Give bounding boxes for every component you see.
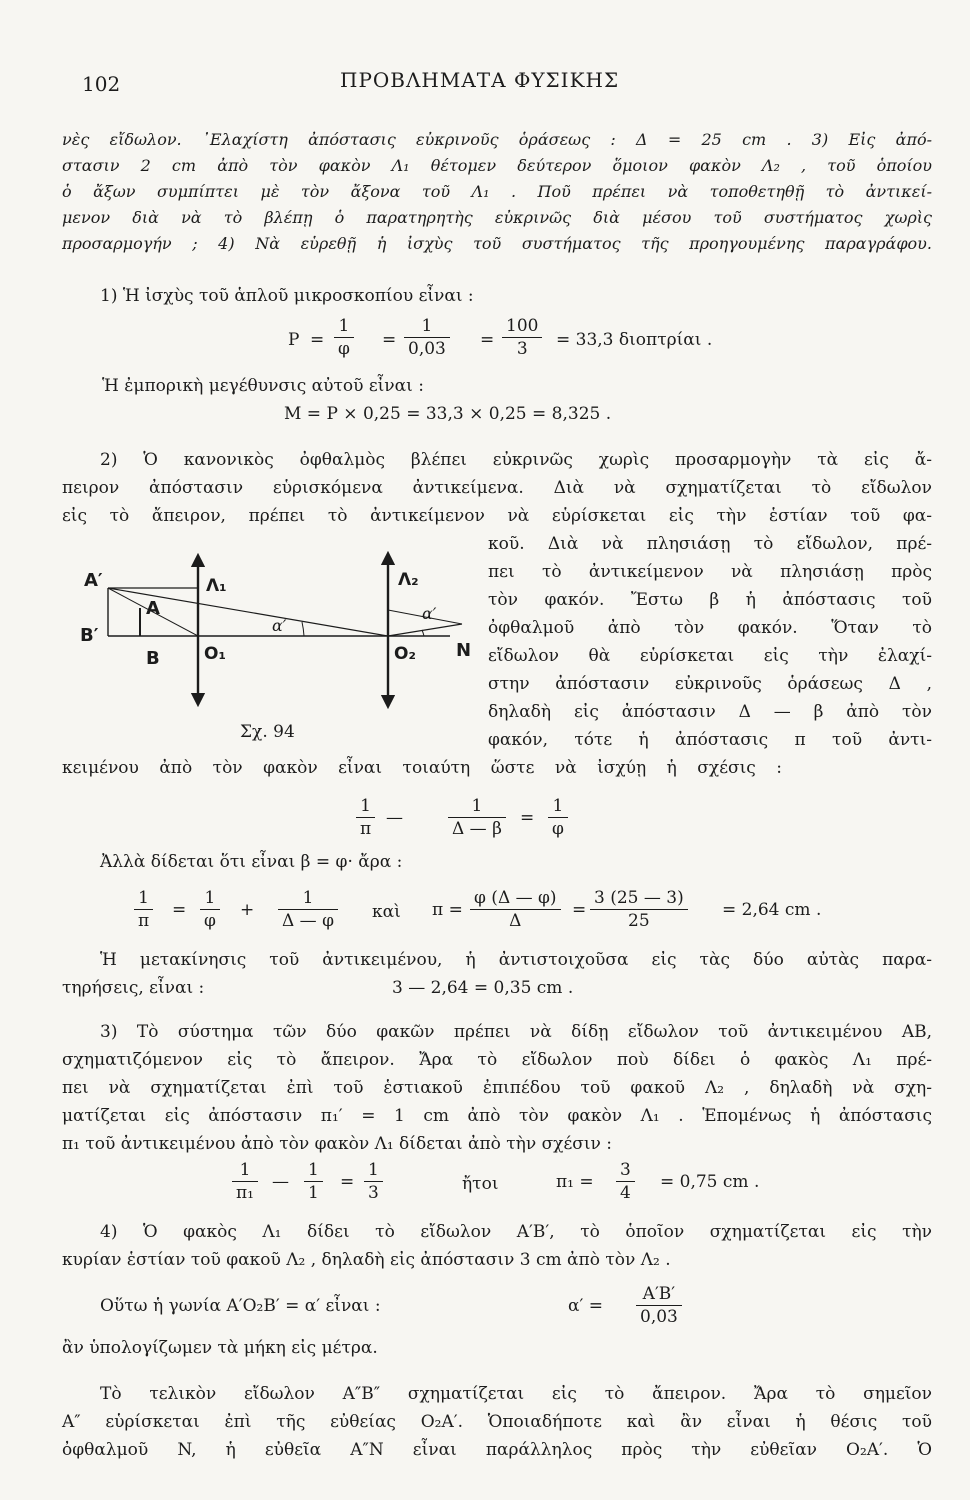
sol2-side-line: τὸν φακόν. Ἔστω β ἡ ἀπόστασις τοῦ — [488, 590, 932, 610]
label-O2: O₂ — [394, 644, 416, 664]
angle-arc-alpha — [302, 622, 304, 636]
angle-line: Οὕτω ἡ γωνία A′O₂B′ = α′ εἶναι : — [100, 1296, 381, 1316]
frac-1-over-003: $\frac{1}{0,03}$ — [404, 316, 450, 359]
sol3-line: πει νὰ σχηματίζεται ἐπὶ τοῦ ἑστιακοῦ ἐπιπέδου τοῦ φακοῦ Λ₂ , δηλαδὴ νὰ σχη- — [62, 1078, 932, 1098]
sol2-line: 2) Ὁ κανονικὸς ὀφθαλμὸς βλέπει εὐκρινῶς χωρὶς προσαρμογὴν τὰ εἰς ἄ- — [100, 450, 932, 470]
label-L1: Λ₁ — [206, 576, 227, 596]
problem-line: νὲς εἴδωλον. ᾿Ελαχίστη ἀπόστασις εὐκρινοῦς ὁράσεως : Δ = 25 cm . 3) Εἰς ἀπό- — [62, 130, 932, 149]
pi1-equals: π₁ = — [556, 1172, 594, 1192]
frac-1-over-pi1: $\frac{1}{\text{π₁}}$ — [232, 1160, 258, 1203]
sol3-line: ματίζεται εἰς ἀπόστασιν π₁′ = 1 cm ἀπὸ τὸν φακὸν Λ₁ . Ἑπομένως ἡ ἀπόστασις — [62, 1106, 932, 1126]
sol3-line: σχηματιζόμενον εἰς τὸ ἄπειρον. Ἄρα τὸ εἴδωλον ποὺ δίδει ὁ φακὸς Λ₁ πρέ- — [62, 1050, 932, 1070]
sol2-side-line: πει τὸ ἀντικείμενον νὰ πλησιάσῃ πρὸς — [488, 562, 932, 582]
frac-1-over-3: $\frac{1}{3}$ — [364, 1160, 383, 1203]
sol2-side-line: ὀφθαλμοῦ ἀπὸ τὸν φακόν. Ὅταν τὸ — [488, 618, 932, 638]
problem-line: ὁ ἄξων συμπίπτει μὲ τὸν ἄξονα τοῦ Λ₁ . Ποῦ πρέπει νὰ τοποθετηθῇ τὸ ἀντικεί- — [62, 182, 932, 201]
magnification-equation: M = P × 0,25 = 33,3 × 0,25 = 8,325 . — [284, 404, 612, 424]
frac-1-over-d-minus-beta: $\frac{1}{\Delta — \beta}$ — [448, 796, 506, 839]
equals: = — [520, 808, 535, 828]
equals: = — [572, 900, 587, 920]
sol2-side-line: δηλαδὴ εἰς ἀπόστασιν Δ — β ἀπὸ τὸν — [488, 702, 932, 722]
movement-line: τηρήσεις, εἶναι : — [62, 978, 205, 998]
sol2-side-line: κοῦ. Διὰ νὰ πλησιάσῃ τὸ εἴδωλον, πρέ- — [488, 534, 932, 554]
label-O1: O₁ — [204, 644, 226, 664]
sol2-line: εἰς τὸ ἄπειρον, πρέπει τὸ ἀντικείμενον νὰ εὑρίσκεται εἰς τὴν ἑστίαν τοῦ φα- — [62, 506, 932, 526]
equals: = — [310, 330, 325, 350]
final-line: ὀφθαλμοῦ N, ἡ εὐθεῖα A″N εἶναι παράλληλος πρὸς τὴν εὐθεῖαν O₂A′. Ὁ — [62, 1440, 932, 1460]
sol1-intro: 1) Ἡ ἰσχὺς τοῦ ἁπλοῦ μικροσκοπίου εἶναι : — [100, 286, 474, 306]
equals: = — [382, 330, 397, 350]
frac-3-over-4: $\frac{3}{4}$ — [616, 1160, 635, 1203]
frac-1-over-1: $\frac{1}{1}$ — [304, 1160, 323, 1203]
sol4-line: κυρίαν ἑστίαν τοῦ φακοῦ Λ₂ , δηλαδὴ εἰς ἀπόστασιν 3 cm ἀπὸ τὸν Λ₂ . — [62, 1250, 671, 1270]
equals: = — [172, 900, 187, 920]
frac-1-over-phi: $\frac{1}{\varphi}$ — [548, 796, 568, 839]
label-L2: Λ₂ — [398, 570, 419, 590]
label-alpha-prime-2: α′ — [422, 604, 437, 623]
label-alpha-prime: α′ — [272, 616, 287, 635]
frac-numeric: $\frac{3 (25 — 3)}{25}$ — [590, 888, 688, 931]
itoi: ἤτοι — [462, 1174, 499, 1194]
movement-value: 3 — 2,64 = 0,35 cm . — [392, 978, 574, 998]
frac-1-over-phi: $\frac{1}{\varphi}$ — [334, 316, 354, 359]
running-title: ΠΡΟΒΛΗΜΑΤΑ ΦΥΣΙΚΗΣ — [340, 68, 620, 92]
label-A: A — [146, 598, 160, 619]
alpha-equals: α′ = — [568, 1296, 603, 1316]
sol2-side-line: στην ἀπόστασιν εὐκρινοῦς ὁράσεως Δ , — [488, 674, 932, 694]
minus: — — [386, 808, 403, 828]
sol2-side-line: εἴδωλον θὰ εὑρίσκεται εἰς τὴν ἐλαχί- — [488, 646, 932, 666]
movement-line: Ἡ μετακίνησις τοῦ ἀντικειμένου, ἡ ἀντιστοιχοῦσα εἰς τὰς δύο αὐτὰς παρα- — [100, 950, 932, 970]
ray-L2-N — [388, 624, 462, 636]
sol2-side-line: φακόν, τότε ἡ ἀπόστασις π τοῦ ἀντι- — [488, 730, 932, 750]
label-B: B — [146, 648, 160, 669]
sol2-line: πειρον ἀπόστασιν εὑρισκόμενα ἀντικείμενα. Διὰ νὰ σχηματίζεται τὸ εἴδωλον — [62, 478, 932, 498]
plus: + — [240, 900, 255, 920]
sol4-line: 4) Ὁ φακὸς Λ₁ δίδει τὸ εἴδωλον A′B′, τὸ ὁποῖον σχηματίζεται εἰς τὴν — [100, 1222, 932, 1242]
equals: = — [340, 1172, 355, 1192]
power-symbol: P — [288, 330, 300, 350]
label-B-prime: B′ — [80, 625, 99, 646]
minus: — — [272, 1172, 289, 1192]
pi1-result: = 0,75 cm . — [660, 1172, 760, 1192]
kai: καὶ — [372, 902, 401, 922]
problem-line: προσαρμογήν ; 4) Νὰ εὑρεθῇ ἡ ἰσχὺς τοῦ συστήματος τῆς προηγουμένης παραγράφου. — [62, 234, 932, 253]
sol3-line: π₁ τοῦ ἀντικειμένου ἀπὸ τὸν φακὸν Λ₁ δίδεται ἀπὸ τὴν σχέσιν : — [62, 1134, 613, 1154]
final-line: Τὸ τελικὸν εἴδωλον A″B″ σχηματίζεται εἰς τὸ ἄπειρον. Ἄρα τὸ σημεῖον — [100, 1384, 932, 1404]
page-number: 102 — [82, 72, 121, 96]
frac-1-over-phi: $\frac{1}{\varphi}$ — [200, 888, 220, 931]
figure-caption: Σχ. 94 — [240, 722, 295, 742]
given-line: Ἀλλὰ δίδεται ὅτι εἶναι β = φ· ἄρα : — [100, 852, 403, 872]
pi-result: = 2,64 cm . — [722, 900, 822, 920]
frac-AB-over-003: $\frac{A'B'}{0,03}$ — [636, 1284, 682, 1327]
equals: = — [480, 330, 495, 350]
frac-1-over-d-minus-phi: $\frac{1}{\Delta — \varphi}$ — [278, 888, 338, 931]
sol3-line: 3) Τὸ σύστημα τῶν δύο φακῶν πρέπει νὰ δίδῃ εἴδωλον τοῦ ἀντικειμένου AB, — [100, 1022, 932, 1042]
power-result: = 33,3 διοπτρίαι . — [556, 330, 713, 350]
frac-1-over-pi: $\frac{1}{\pi}$ — [356, 796, 375, 839]
pi-equals: π = — [432, 900, 463, 920]
problem-line: στασιν 2 cm ἀπὸ τὸν φακὸν Λ₁ θέτομεν δεύτερον ὅμοιον φακὸν Λ₂ , τοῦ ὁποίου — [62, 156, 932, 175]
frac-100-over-3: $\frac{100}{3}$ — [502, 316, 542, 359]
problem-line: μενον διὰ νὰ τὸ βλέπῃ ὁ παρατηρητὴς εὐκρινῶς διὰ μέσου τοῦ συστήματος χωρὶς — [62, 208, 932, 227]
label-A-prime: A′ — [84, 570, 103, 591]
units-line: ἂν ὑπολογίζωμεν τὰ μήκη εἰς μέτρα. — [62, 1338, 378, 1358]
final-line: A″ εὑρίσκεται ἐπὶ τῆς εὐθείας O₂A′. Ὁποιαδήποτε καὶ ἂν εἶναι ἡ θέσις τοῦ — [62, 1412, 932, 1432]
magnification-intro: Ἡ ἐμπορικὴ μεγέθυνσις αὐτοῦ εἶναι : — [102, 376, 424, 396]
sol2-line: κειμένου ἀπὸ τὸν φακὸν εἶναι τοιαύτη ὥστε νὰ ἰσχύῃ ἡ σχέσις : — [62, 758, 782, 778]
label-N: N — [456, 640, 472, 661]
frac-phi-d-minus-phi-over-d: $\frac{\varphi (\Delta — \varphi)}{\Delta}$ — [470, 888, 561, 931]
frac-1-over-pi: $\frac{1}{\pi}$ — [134, 888, 153, 931]
